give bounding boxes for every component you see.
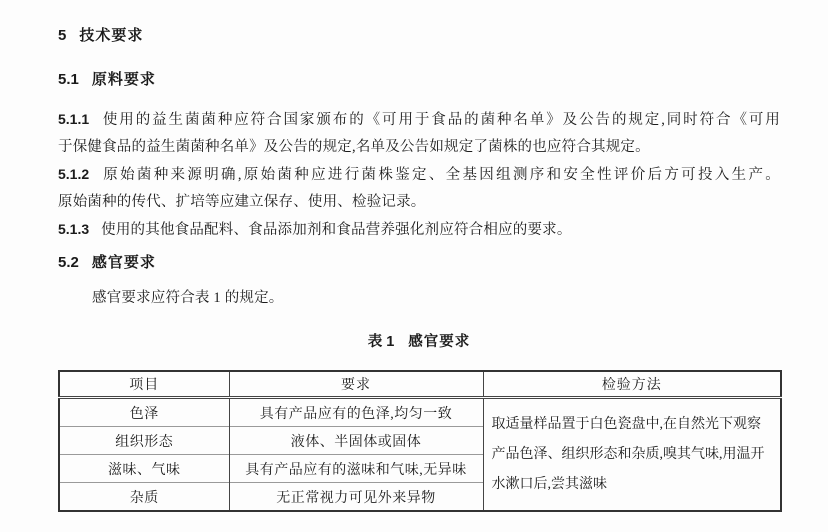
clause-number: 5.1.2: [58, 166, 90, 182]
table-header-row: [59, 371, 781, 398]
item-cell: 色泽: [59, 398, 229, 427]
column-header-item: 项目: [59, 371, 229, 398]
subsection-heading-5-1: [58, 70, 780, 90]
subsection-title: 原料要求: [91, 71, 156, 88]
method-cell: [483, 398, 781, 512]
intro-paragraph: 感官要求应符合表 1 的规定。: [92, 290, 284, 306]
clause-5-1-2: [58, 161, 780, 216]
section-title: 技术要求: [79, 27, 144, 44]
clause-5-1-1: [58, 106, 780, 161]
subsection-number: 5.1: [58, 71, 79, 88]
table-caption-title: 感官要求: [408, 334, 471, 350]
item-cell: 滋味、气味: [59, 455, 229, 483]
clause-line: [58, 216, 780, 244]
requirement-cell: 无正常视力可见外来异物: [229, 483, 483, 512]
clause-text: 原始菌种来源明确,原始菌种应进行菌株鉴定、全基因组测序和安全性评价后方可投入生产。: [101, 167, 780, 183]
requirement-cell: 液体、半固体或固体: [229, 427, 483, 455]
clause-line: [58, 161, 780, 189]
method-line: 产品色泽、组织形态和杂质,嗅其气味,用温开: [491, 446, 765, 462]
subsection-heading-5-2: [58, 253, 780, 273]
table-row: [59, 398, 781, 427]
sensory-requirements-table: [58, 370, 782, 512]
clause-line: 于保健食品的益生菌菌种名单》及公告的规定,名单及公告如规定了菌株的也应符合其规定。: [58, 139, 650, 155]
method-line: 取适量样品置于白色瓷盘中,在自然光下观察: [491, 416, 761, 432]
item-cell: 组织形态: [59, 427, 229, 455]
subsection-number: 5.2: [58, 254, 79, 271]
subsection-title: 感官要求: [91, 254, 156, 271]
clause-5-1-3: [58, 216, 780, 244]
column-header-requirement: 要求: [229, 371, 483, 398]
clause-line: [58, 106, 780, 134]
section-number: 5: [58, 27, 67, 44]
table-caption: [58, 332, 780, 352]
section-heading-5: [58, 26, 780, 46]
requirement-cell: 具有产品应有的色泽,均匀一致: [229, 398, 483, 427]
clause-number: 5.1.1: [58, 111, 90, 127]
column-header-method: 检验方法: [483, 371, 781, 398]
table-caption-label: 表 1: [367, 334, 395, 350]
clause-number: 5.1.3: [58, 221, 90, 237]
method-line: 水漱口后,尝其滋味: [491, 476, 607, 492]
requirement-cell: 具有产品应有的滋味和气味,无异味: [229, 455, 483, 483]
clause-text: 使用的其他食品配料、食品添加剂和食品营养强化剂应符合相应的要求。: [101, 222, 572, 238]
item-cell: 杂质: [59, 483, 229, 512]
clause-line: 原始菌种的传代、扩培等应建立保存、使用、检验记录。: [58, 194, 426, 210]
clause-text: 使用的益生菌菌种应符合国家颁布的《可用于食品的菌种名单》及公告的规定,同时符合《可用: [101, 112, 780, 128]
